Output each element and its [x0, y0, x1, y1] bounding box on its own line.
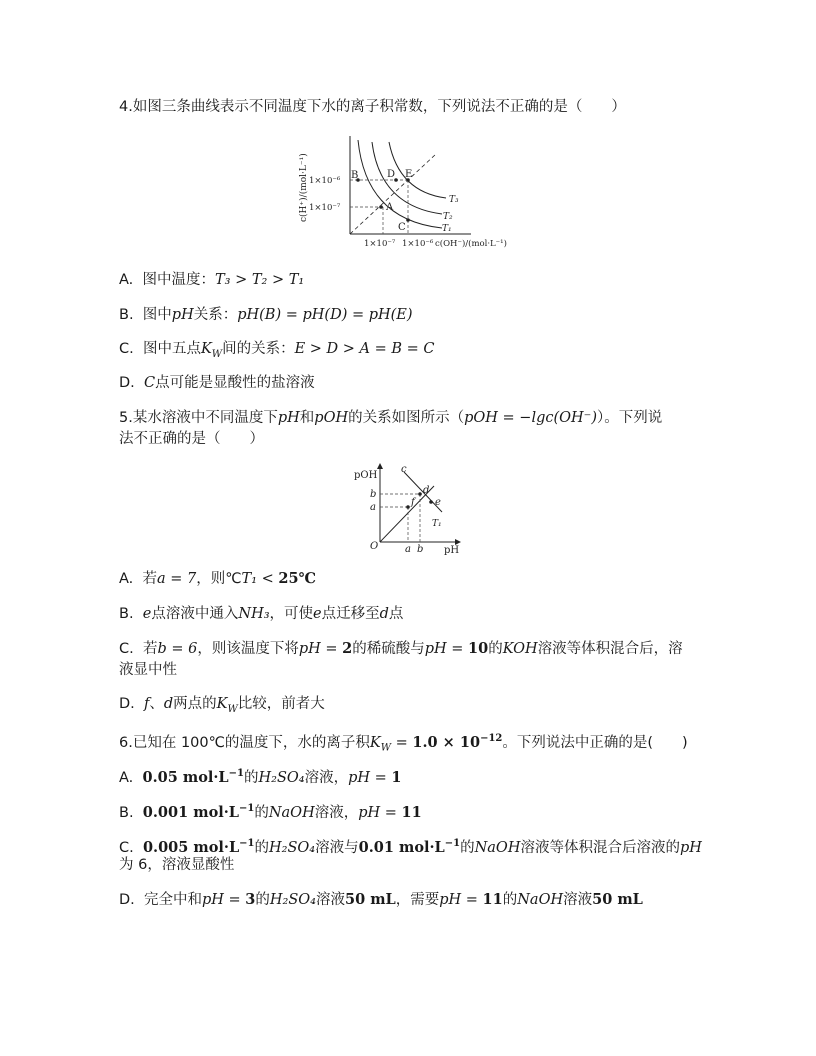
- q6-option-d[interactable]: D. 完全中和pH = 3的H₂SO₄溶液50 mL，需要pH = 11的NaOH溶液50 mL: [119, 891, 643, 908]
- q6-option-b[interactable]: B. 0.001 $mol\cdot L^{-1}$的NaOH溶液，pH = 11: [119, 803, 422, 821]
- q4-point-b: B: [351, 170, 359, 181]
- q5-option-c[interactable]: C. 若b = 6，则该温度下将pH = 2的稀硫酸与pH = 10的KOH溶液等体积混合后，溶: [119, 640, 683, 657]
- q4-option-d[interactable]: D. C点可能是显酸性的盐溶液: [119, 375, 315, 391]
- q5-origin: O: [370, 541, 379, 552]
- q6-stem: 6.已知在 100℃的温度下，水的离子积$K_W = 1.0 \times 10^{-12}$。下列说法中正确的是( ): [119, 733, 688, 754]
- q5-option-a[interactable]: A. 若a = 7，则℃T₁ < 25℃: [119, 570, 316, 587]
- q5-curve-label: T₁: [432, 519, 442, 529]
- q5-point-c: c: [401, 464, 407, 475]
- q4-y-axis-label: c(H⁺)/(mol·L⁻¹): [299, 153, 309, 222]
- q4-x-axis-label: c(OH⁻)/(mol·L⁻¹): [435, 239, 507, 249]
- q4-option-b[interactable]: B. 图中pH关系：pH(B) = pH(D) = pH(E): [119, 307, 413, 323]
- q5-point-f: f: [411, 497, 415, 508]
- q5-x-axis-label: pH: [444, 545, 460, 556]
- q5-option-d[interactable]: D. f、d两点的$K_W$比较，前者大: [119, 696, 325, 715]
- q5-option-c-line2: 液显中性: [119, 662, 177, 678]
- q4-y-tick-1: 1×10⁻⁶: [309, 176, 341, 186]
- q5-option-b[interactable]: B. e点溶液中通入NH₃，可使e点迁移至d点: [119, 606, 404, 622]
- q4-point-d: D: [387, 169, 396, 180]
- q5-stem-line1: 5.某水溶液中不同温度下pH和pOH的关系如图所示（pOH = −lgc(OH⁻)）。下列说: [119, 410, 663, 426]
- q5-point-e: e: [435, 497, 441, 508]
- q4-point-a: A: [386, 202, 394, 213]
- q5-y-axis-label: pOH: [354, 470, 378, 481]
- q5-y-tick-a: a: [370, 502, 376, 513]
- q6-option-a[interactable]: A. 0.05 $mol\cdot L^{-1}$的H₂SO₄溶液，pH = 1: [119, 768, 402, 786]
- q4-figure: [296, 132, 528, 254]
- q4-curve-label-t2: T₂: [443, 212, 453, 222]
- q4-x-tick-2: 1×10⁻⁶: [402, 239, 434, 249]
- q4-curve-label-t3: T₃: [449, 195, 459, 205]
- q4-point-e: E: [405, 169, 413, 180]
- q5-x-tick-a: a: [405, 544, 411, 555]
- q4-curve-label-t1: T₁: [442, 224, 452, 234]
- q5-y-tick-b: b: [370, 489, 377, 500]
- q4-x-tick-1: 1×10⁻⁷: [364, 239, 396, 249]
- q5-stem-line2: 法不正确的是（ ）: [119, 431, 264, 447]
- q6-option-c[interactable]: C. 0.005 $mol\cdot L^{-1}$的H₂SO₄溶液与0.01 $mol\cdot L^{-1}$的NaOH溶液等体积混合后溶液的pH: [119, 838, 702, 856]
- q4-point-c: C: [398, 222, 406, 233]
- q4-option-a[interactable]: A. 图中温度：T₃ > T₂ > T₁: [119, 272, 305, 288]
- q5-point-d: d: [423, 485, 430, 496]
- q4-option-c[interactable]: C. 图中五点$K_W$间的关系：E > D > A = B = C: [119, 341, 435, 360]
- q6-option-c-line2: 为 6，溶液显酸性: [119, 857, 235, 873]
- q4-y-tick-2: 1×10⁻⁷: [309, 203, 341, 213]
- q4-stem: 4.如图三条曲线表示不同温度下水的离子积常数，下列说法不正确的是（ ）: [119, 99, 626, 115]
- q5-figure: [352, 460, 467, 557]
- q5-x-tick-b: b: [417, 544, 424, 555]
